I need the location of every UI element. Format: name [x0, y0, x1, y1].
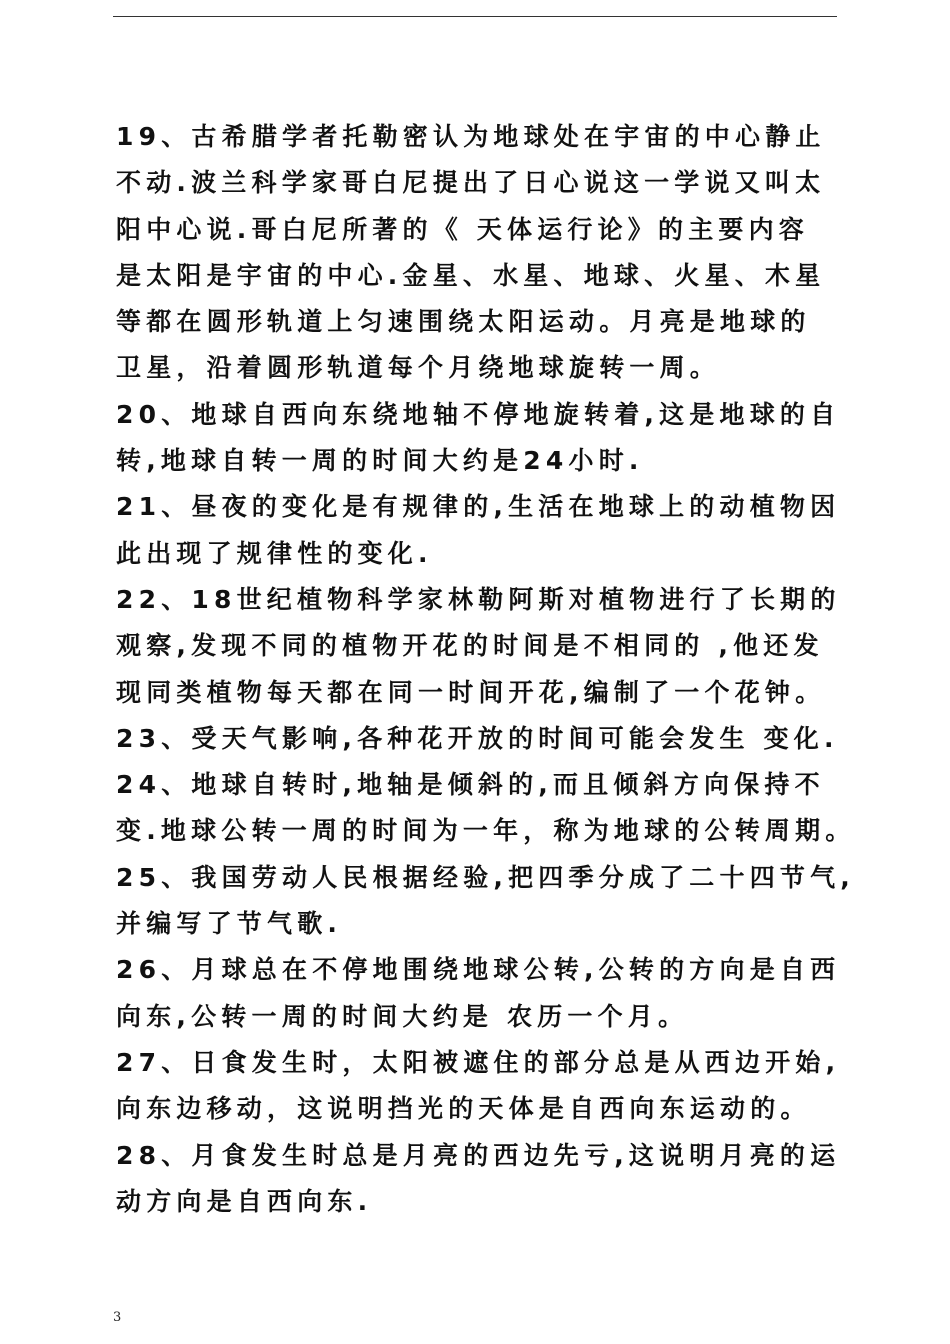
text-line: 不动.波兰科学家哥白尼提出了日心说这一学说又叫太 [116, 168, 826, 198]
text-line: 23、受天气影响,各种花开放的时间可能会发生 变化. [116, 723, 839, 753]
text-line: 19、古希腊学者托勒密认为地球处在宇宙的中心静止 [116, 122, 826, 151]
text-line: 27、日食发生时，太阳被遮住的部分总是从西边开始, [116, 1047, 841, 1077]
text-line: 卫星，沿着圆形轨道每个月绕地球旋转一周。 [116, 353, 721, 383]
header-rule [113, 16, 837, 17]
text-line: 现同类植物每天都在同一时间开花,编制了一个花钟。 [116, 677, 826, 707]
text-line: 等都在圆形轨道上匀速围绕太阳运动。月亮是地球的 [116, 307, 811, 337]
text-line: 此出现了规律性的变化. [116, 538, 433, 568]
text-line: 22、18世纪植物科学家林勒阿斯对植物进行了长期的 [116, 584, 841, 614]
text-line: 变.地球公转一周的时间为一年，称为地球的公转周期。 [116, 816, 856, 846]
text-line: 28、月食发生时总是月亮的西边先亏,这说明月亮的运 [116, 1140, 841, 1170]
text-line: 观察,发现不同的植物开花的时间是不相同的 ,他还发 [116, 631, 824, 661]
page-number: 3 [113, 1310, 122, 1325]
text-line: 动方向是自西向东. [116, 1186, 373, 1216]
text-line: 向东边移动，这说明挡光的天体是自西向东运动的。 [116, 1094, 811, 1124]
text-line: 24、地球自转时,地轴是倾斜的,而且倾斜方向保持不 [116, 770, 825, 800]
text-line: 20、地球自西向东绕地轴不停地旋转着,这是地球的自 [116, 399, 841, 429]
text-line: 25、我国劳动人民根据经验,把四季分成了二十四节气, [116, 862, 855, 892]
text-line: 向东,公转一周的时间大约是 农历一个月。 [116, 1001, 689, 1031]
text-line: 是太阳是宇宙的中心.金星、水星、地球、火星、木星 [116, 260, 826, 290]
text-line: 阳中心说.哥白尼所著的《 天体运行论》的主要内容 [116, 214, 810, 244]
document-body [116, 114, 856, 1225]
text-line: 并编写了节气歌. [116, 909, 343, 939]
text-line: 26、月球总在不停地围绕地球公转,公转的方向是自西 [116, 955, 841, 985]
text-line: 转,地球自转一周的时间大约是24小时. [116, 446, 644, 476]
text-line: 21、昼夜的变化是有规律的,生活在地球上的动植物因 [116, 492, 841, 522]
